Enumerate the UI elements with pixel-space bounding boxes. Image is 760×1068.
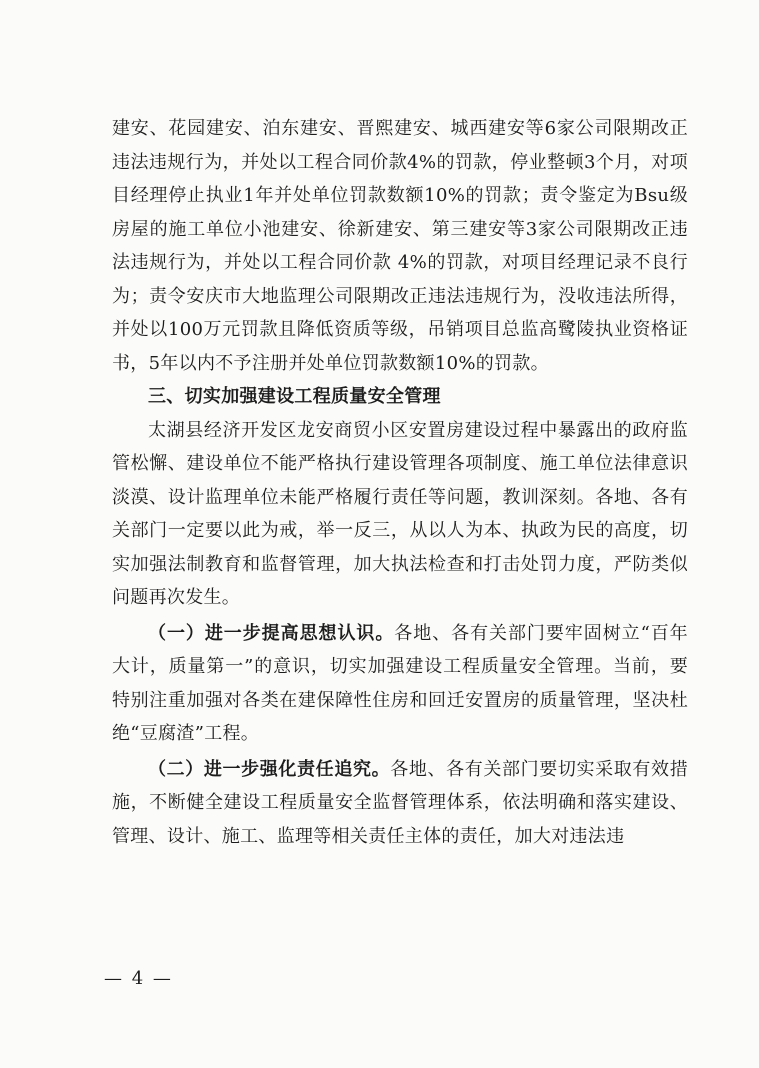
item-2-body: 各地、各有关部门要切实采取有效措施，不断健全建设工程质量安全监督管理体系，依法明确和落实建设、管理、设计、施工、监理等相关责任主体的责任，加大对违法违 xyxy=(112,758,688,847)
document-body xyxy=(112,112,688,853)
section-heading: 三、切实加强建设工程质量安全管理 xyxy=(148,386,441,407)
item-1-paragraph xyxy=(112,617,688,751)
continuation-paragraph: 建安、花园建安、泊东建安、晋熙建安、城西建安等6家公司限期改正违法违规行为，并处以工程合同价款4%的罚款，停业整顿3个月，对项目经理停止执业1年并处单位罚款数额10%的罚款；责令鉴定为Bsu级房屋的施工单位小池建安、徐新建安、第三建安等3家公司限期改正违法违规行为，并处以工程合同价款 4%的罚款，对项目经理记录不良行为；责令安庆市大地监理公司限期改正违法违规行为，没收违法所得，并处以100万元罚款且降低资质等级，吊销项目总监高鹭陵执业资格证书，5年以内不予注册并处单位罚款数额10%的罚款。 xyxy=(112,118,688,374)
item-1-body: 各地、各有关部门要牢固树立“百年大计，质量第一”的意识，切实加强建设工程质量安全管理。当前，要特别注重加强对各类在建保障性住房和回迁安置房的质量管理，坚决杜绝“豆腐渣”工程。 xyxy=(112,622,688,744)
item-2-lead: （二）进一步强化责任追究。 xyxy=(148,758,391,780)
item-1-lead: （一）进一步提高思想认识。 xyxy=(148,622,395,644)
item-2-paragraph xyxy=(112,753,688,854)
section-paragraph: 太湖县经济开发区龙安商贸小区安置房建设过程中暴露出的政府监管松懈、建设单位不能严格执行建设管理各项制度、施工单位法律意识淡漠、设计监理单位未能严格履行责任等问题，教训深刻。各地、各有关部门一定要以此为戒，举一反三，从以人为本、执政为民的高度，切实加强法制教育和监督管理，加大执法检查和打击处罚力度，严防类似问题再次发生。 xyxy=(112,419,688,608)
page-number: — 4 — xyxy=(104,968,173,989)
